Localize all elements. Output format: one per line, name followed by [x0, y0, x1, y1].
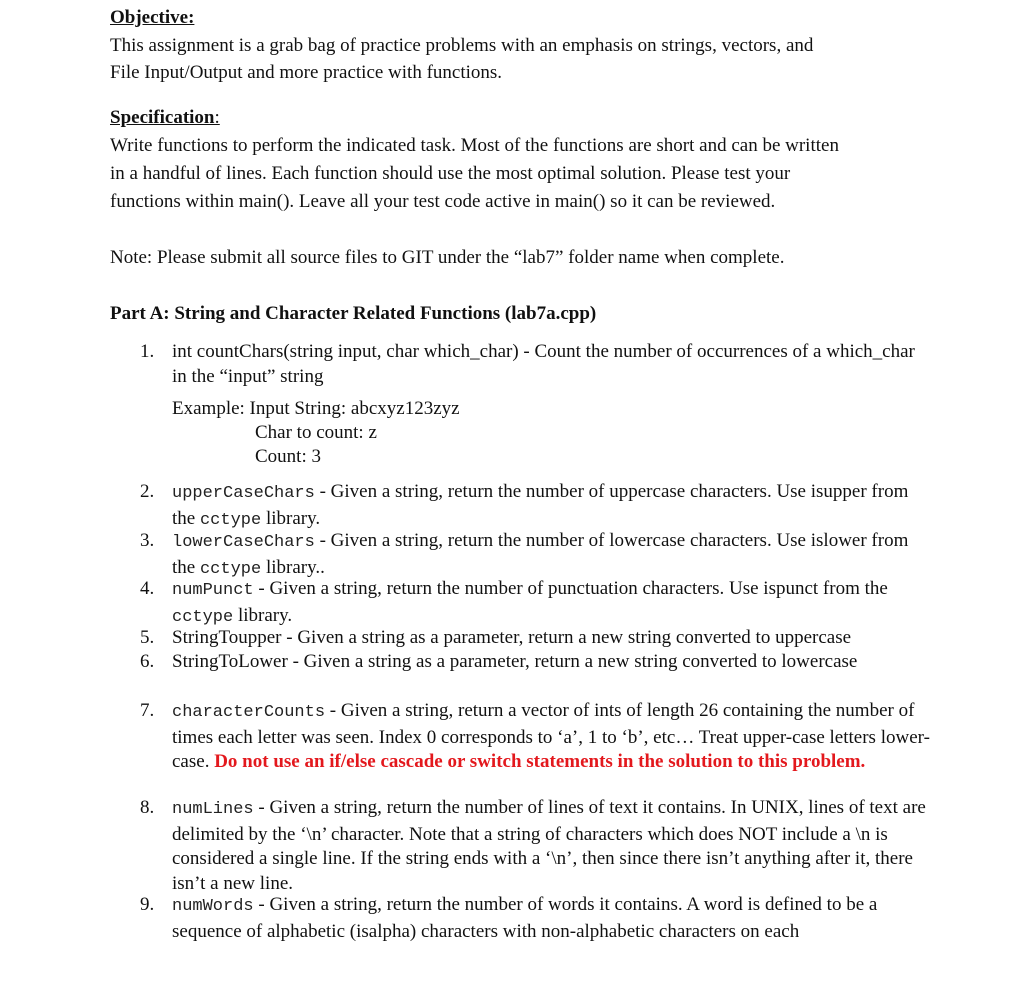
list-item-8	[140, 796, 930, 896]
specification-colon: :	[214, 107, 220, 128]
library-name: cctype	[199, 559, 262, 579]
list-item-number: 6.	[140, 651, 155, 672]
item-description: - Given a string, return the number of punctuation characters. Use ispunct from the	[253, 578, 888, 599]
list-item-number: 3.	[140, 530, 155, 551]
example-input-string: Example: Input String: abcxyz123zyz	[172, 398, 460, 419]
list-item-number: 1.	[140, 341, 155, 362]
specification-line-2: in a handful of lines. Each function should use the most optimal solution. Please test your	[110, 163, 791, 184]
list-item-text	[172, 893, 930, 944]
item-description-end: library.	[261, 507, 321, 529]
list-item-number: 8.	[140, 797, 155, 818]
part-a-heading: Part A: String and Character Related Functions (lab7a.cpp)	[110, 303, 597, 324]
example-count: Count: 3	[255, 446, 321, 467]
list-item-1	[140, 340, 930, 389]
list-item-text: StringToupper - Given a string as a parameter, return a new string converted to uppercase	[172, 627, 852, 648]
objective-heading: Objective:	[110, 7, 195, 28]
list-item-2	[140, 480, 930, 533]
item-description: - Given a string, return the number of lowercase characters. Use islower from the	[172, 530, 909, 578]
function-name: characterCounts	[172, 703, 326, 722]
list-item-text: int countChars(string input, char which_char) - Count the number of occurrences of a which_char in the “input” string	[172, 341, 915, 387]
list-item-3	[140, 529, 930, 582]
example-char-to-count: Char to count: z	[255, 422, 377, 443]
warning-text: Do not use an if/else cascade or switch statements in the solution to this problem.	[214, 751, 866, 772]
list-item-6	[140, 650, 930, 675]
list-item-number: 4.	[140, 578, 155, 599]
list-item-text	[172, 577, 930, 630]
library-name: cctype	[172, 607, 234, 627]
library-name: cctype	[199, 510, 262, 530]
specification-heading: Specification	[110, 107, 215, 128]
item-description: - Given a string, return the number of uppercase characters. Use isupper from the	[172, 481, 909, 529]
list-item-number: 9.	[140, 894, 155, 915]
list-item-5	[140, 626, 930, 651]
function-name: numWords	[172, 897, 254, 916]
item-description-end: library.	[233, 604, 293, 626]
item-description: - Given a string, return a vector of ints of length 26 containing the number of times each letter was seen. Index 0 corresponds to ‘a’, 1 to ‘b’, etc… Treat upper-case letters lower-case.	[172, 700, 930, 772]
specification-line-1: Write functions to perform the indicated task. Most of the functions are short and can be written	[110, 135, 839, 156]
item-description: - Given a string, return the number of lines of text it contains. In UNIX, lines of text are delimited by the ‘\n’ character. Note that a string of characters which does NOT include a \n is considered a single line. If the string ends with a ‘\n’, then since there isn’t anything after it, there isn’t a new line.	[172, 797, 926, 894]
specification-line-3: functions within main(). Leave all your test code active in main() so it can be reviewed.	[110, 191, 776, 212]
list-item-text	[172, 796, 930, 896]
list-item-text	[172, 480, 930, 533]
list-item-number: 7.	[140, 700, 155, 721]
list-item-9	[140, 893, 930, 944]
list-item-7	[140, 699, 930, 775]
objective-line-2: File Input/Output and more practice with functions.	[110, 62, 503, 83]
specification-heading-wrap	[110, 107, 220, 129]
item-description-end: library..	[261, 556, 325, 578]
list-item-text	[172, 699, 930, 775]
function-name: numPunct	[172, 581, 254, 600]
list-item-number: 2.	[140, 481, 155, 502]
list-item-text	[172, 529, 930, 582]
note-text: Note: Please submit all source files to GIT under the “lab7” folder name when complete.	[110, 247, 785, 268]
objective-line-1: This assignment is a grab bag of practice problems with an emphasis on strings, vectors, and	[110, 35, 814, 56]
list-item-text: StringToLower - Given a string as a parameter, return a new string converted to lowercase	[172, 651, 858, 672]
list-item-4	[140, 577, 930, 630]
function-name: upperCaseChars	[172, 484, 315, 503]
list-item-number: 5.	[140, 627, 155, 648]
function-name: lowerCaseChars	[172, 533, 315, 552]
function-name: numLines	[172, 800, 254, 819]
item-description: - Given a string, return the number of words it contains. A word is defined to be a sequence of alphabetic (isalpha) characters with non-alphabetic characters on each	[172, 894, 878, 942]
